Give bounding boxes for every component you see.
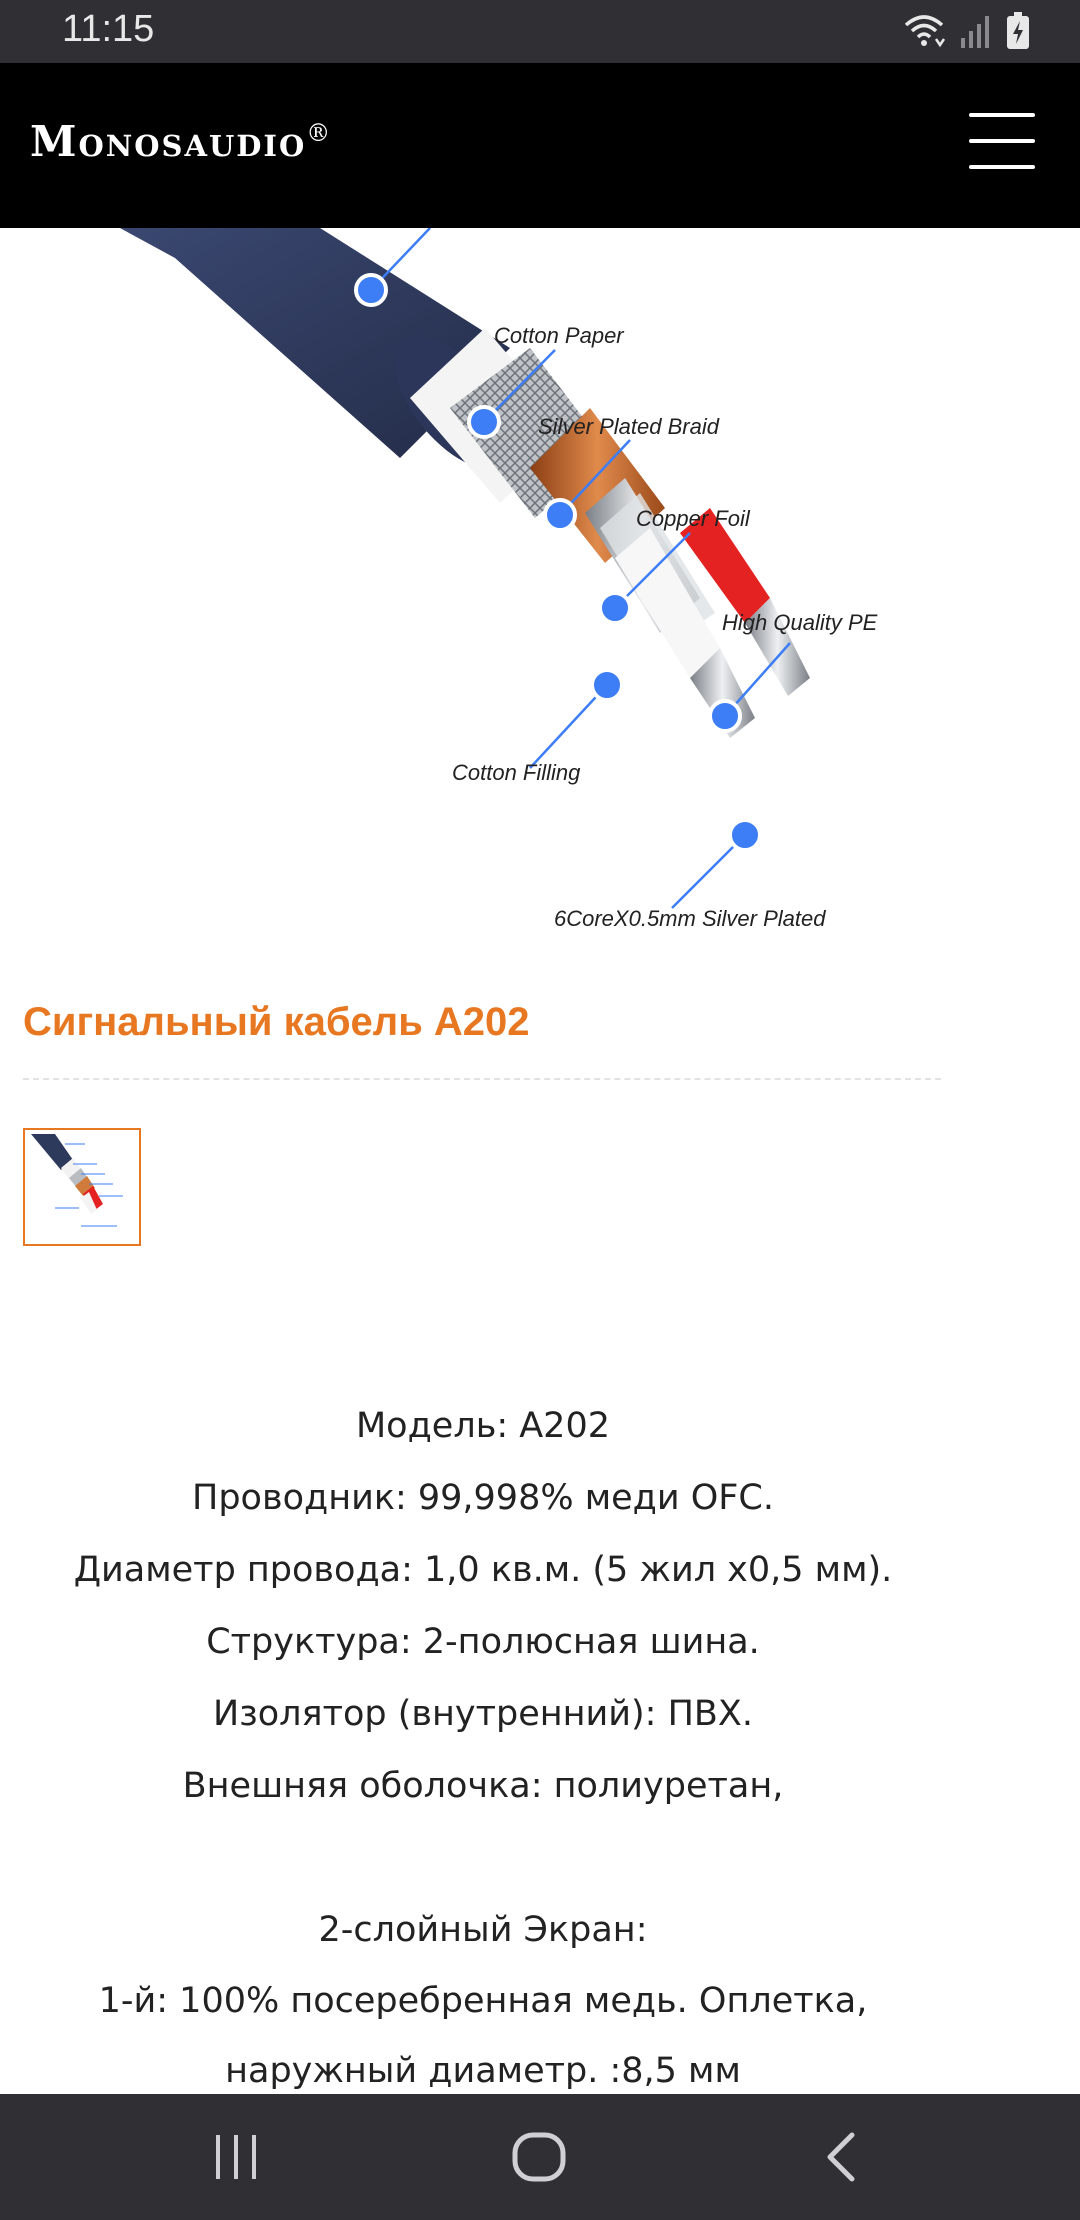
product-specs	[0, 1390, 966, 2106]
spec-shield-title: 2-слойный Экран:	[318, 1910, 648, 1950]
spec-model: Модель: A202	[355, 1406, 610, 1446]
site-logo[interactable]	[30, 117, 332, 166]
product-hero-image	[0, 228, 1080, 940]
title-divider	[23, 1078, 941, 1080]
spec-diameter: Диаметр провода: 1,0 кв.м. (5 жил x0,5 мм).	[73, 1550, 893, 1590]
signal-icon	[960, 14, 992, 48]
logo-text: Monosaudio	[30, 117, 307, 166]
spec-insulator: Изолятор (внутренний): ПВХ.	[212, 1694, 754, 1734]
label-cotton-filling: Cotton Filling	[452, 760, 581, 785]
label-cotton-paper: Cotton Paper	[494, 323, 624, 348]
battery-charging-icon	[1006, 12, 1030, 50]
spec-conductor: Проводник: 99,998% меди OFC.	[192, 1478, 774, 1518]
status-icons	[902, 10, 1030, 52]
spec-shield-1: 1-й: 100% посеребренная медь. Оплетка, наружный диаметр. :8,5 мм	[98, 1981, 868, 2091]
label-silver-plated-braid: Silver Plated Braid	[538, 414, 719, 439]
site-header	[0, 63, 1080, 228]
product-title: Сигнальный кабель A202	[23, 1000, 530, 1044]
hamburger-icon[interactable]	[969, 113, 1035, 173]
status-bar	[0, 0, 1080, 63]
label-core: 6CoreX0.5mm Silver Plated	[554, 906, 826, 931]
spec-jacket: Внешняя оболочка: полиуретан,	[182, 1766, 784, 1806]
logo-registered-mark: ®	[306, 119, 333, 147]
recents-icon[interactable]	[206, 2129, 266, 2185]
spec-structure: Структура: 2-полюсная шина.	[206, 1622, 760, 1662]
thumbnail-image	[25, 1130, 139, 1244]
back-icon[interactable]	[812, 2129, 872, 2185]
system-nav-bar	[0, 2094, 1080, 2220]
label-copper-foil: Copper Foil	[636, 506, 750, 531]
wifi-icon	[902, 13, 946, 49]
spec-spacer	[0, 1822, 966, 1894]
cable-illustration	[0, 228, 1080, 940]
product-thumbnail[interactable]	[23, 1128, 141, 1246]
label-high-quality-pe: High Quality PE	[722, 610, 878, 635]
status-time: 11:15	[62, 8, 155, 50]
home-icon[interactable]	[507, 2129, 571, 2185]
